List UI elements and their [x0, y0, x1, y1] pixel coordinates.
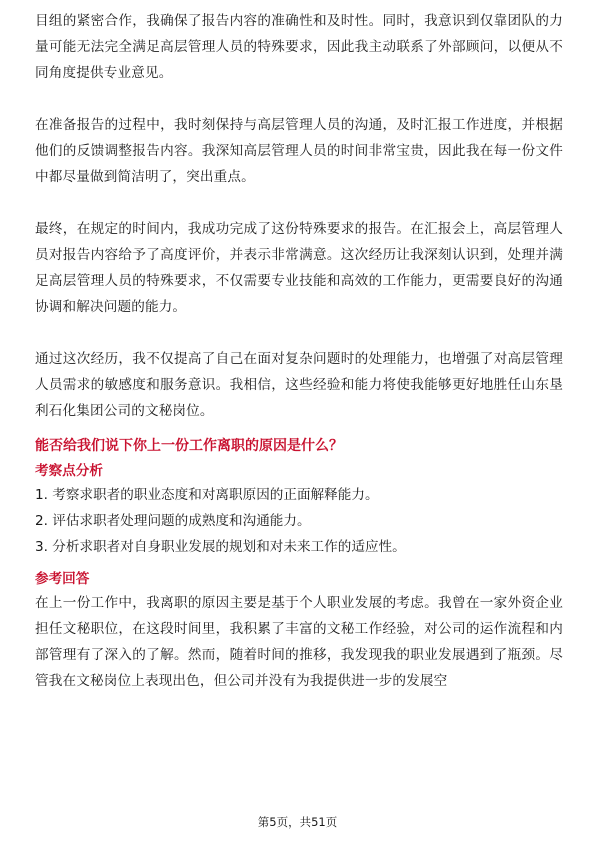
body-paragraph: 目组的紧密合作，我确保了报告内容的准确性和及时性。同时，我意识到仅靠团队的力量可能无法完全满足高层管理人员的特殊要求，因此我主动联系了外部顾问，以便从不同角度提供专业意见。 — [35, 13, 563, 81]
body-paragraph: 在准备报告的过程中，我时刻保持与高层管理人员的沟通，及时汇报工作进度，并根据他们的反馈调整报告内容。我深知高层管理人员的时间非常宝贵，因此我在每一份文件中都尽量做到简洁明了，突出重点。 — [35, 117, 563, 185]
answer-paragraph: 在上一份工作中，我离职的原因主要是基于个人职业发展的考虑。我曾在一家外资企业担任文秘职位，在这段时间里，我积累了丰富的文秘工作经验，对公司的运作流程和内部管理有了深入的了解。然而，随着时间的推移，我发现我的职业发展遇到了瓶颈。尽管我在文秘岗位上表现出色，但公司并没有为我提供进一步的发展空 — [35, 595, 563, 689]
body-paragraph: 最终，在规定的时间内，我成功完成了这份特殊要求的报告。在汇报会上，高层管理人员对报告内容给予了高度评价，并表示非常满意。这次经历让我深刻认识到，处理并满足高层管理人员的特殊要求，不仅需要专业技能和高效的工作能力，更需要良好的沟通协调和解决问题的能力。 — [35, 221, 563, 315]
analysis-item: 3. 分析求职者对自身职业发展的规划和对未来工作的适应性。 — [35, 539, 406, 555]
interview-question: 能否给我们说下你上一份工作离职的原因是什么？ — [35, 438, 343, 454]
analysis-heading: 考察点分析 — [35, 463, 103, 479]
page-number: 第5页，共51页 — [257, 815, 338, 829]
answer-heading: 参考回答 — [35, 571, 90, 587]
body-paragraph: 通过这次经历，我不仅提高了自己在面对复杂问题时的处理能力，也增强了对高层管理人员需求的敏感度和服务意识。我相信，这些经验和能力将使我能够更好地胜任山东垦利石化集团公司的文秘岗位。 — [35, 351, 563, 419]
analysis-item: 2. 评估求职者处理问题的成熟度和沟通能力。 — [35, 513, 311, 529]
analysis-item: 1. 考察求职者的职业态度和对离职原因的正面解释能力。 — [35, 487, 379, 503]
document-page — [35, 8, 563, 694]
